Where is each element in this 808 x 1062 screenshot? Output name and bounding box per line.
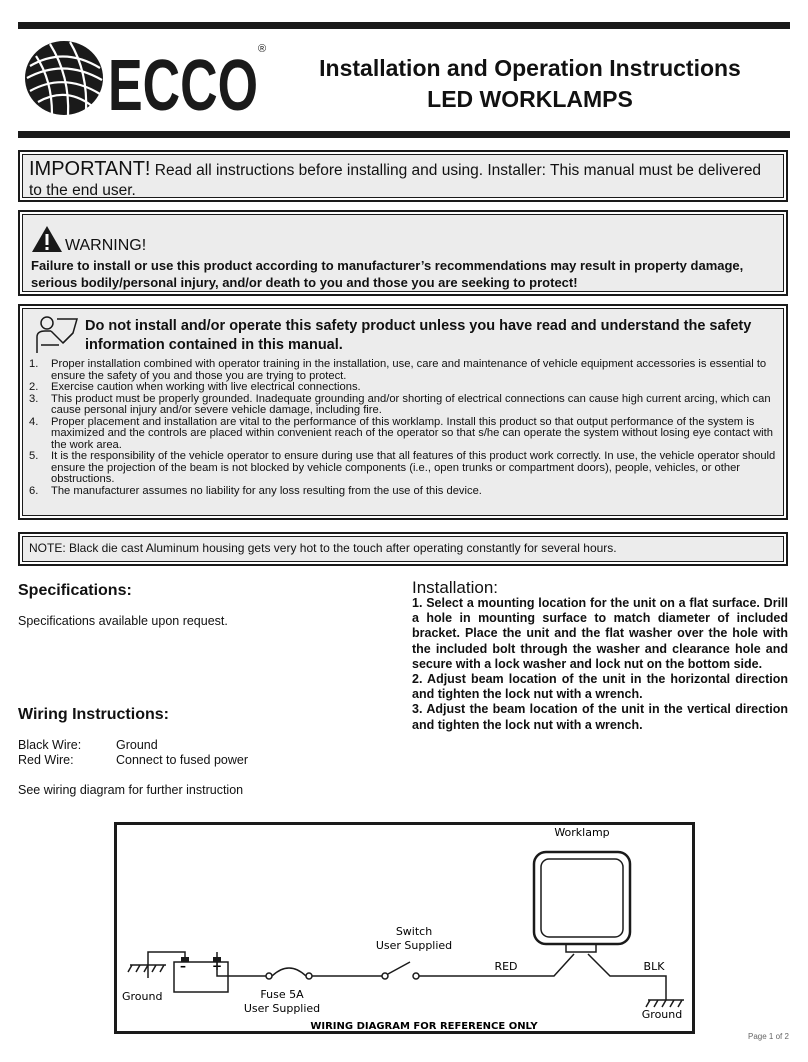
safety-item-text: It is the responsibility of the vehicle operator to ensure during use that all features of this product work correctly. In use, the vehicle operator should ensure the projection of the beam is not blocked by vehicle components (i.e., open trunks or compartment doors), people, vehicles, or other obstructions. (51, 450, 776, 485)
installation-step: 1. Select a mounting location for the unit on a flat surface. Drill a hole in mounting surface to match diameter of included bracket. Place the unit and the flat washer over the hole with the included bolt through the washer and clearance hole and secure with a lock washer and lock nut on the bottom side. (412, 596, 788, 671)
warning-box (18, 210, 788, 296)
switch-label: Switch (395, 925, 433, 938)
read-manual-icon (33, 315, 79, 355)
warning-text: Failure to install or use this product according to manufacturer’s recommendations may result in property damage, serious bodily/personal injury, and/or death to you and those you are seeking to protect! (31, 258, 744, 290)
red-wire-label: RED (494, 960, 518, 973)
note-box (18, 532, 788, 566)
safety-item-text: Exercise caution when working with live electrical connections. (51, 381, 361, 393)
important-box (18, 150, 788, 202)
wiring-value: Ground (116, 738, 158, 752)
safety-list-item (29, 394, 777, 417)
wiring-see-diagram: See wiring diagram for further instruction (18, 783, 244, 797)
header-rule (18, 131, 790, 138)
safety-list-item (29, 451, 777, 486)
blk-wire-label: BLK (643, 960, 665, 973)
ecco-globe-icon (22, 36, 272, 120)
ground-right-label: Ground (641, 1008, 683, 1021)
ecco-logo (22, 36, 272, 120)
wiring-value: Connect to fused power (116, 753, 249, 767)
installation-heading: Installation: (412, 578, 498, 597)
wiring-row-red (18, 753, 248, 768)
switch-sub-label: User Supplied (375, 939, 453, 952)
page-subtitle: LED WORKLAMPS (427, 86, 633, 112)
ground-left-label: Ground (122, 990, 163, 1003)
page-number: Page 1 of 2 (748, 1032, 789, 1041)
important-text: Read all instructions before installing and using. Installer: This manual must be delivered to the end user. (29, 162, 762, 199)
safety-list-item (29, 359, 777, 382)
safety-item-number: 2. (29, 381, 39, 393)
wiring-label: Red Wire: (18, 753, 74, 767)
specifications-text: Specifications available upon request. (18, 614, 228, 628)
installation-step: 3. Adjust the beam location of the unit in the vertical direction and tighten the lock nut with a wrench. (412, 702, 788, 732)
safety-item-text: Proper placement and installation are vital to the performance of this worklamp. Install this product so that output performance of the system is maximized and the controls are placed within convenient reach of the operator so that s/he can operate the system without losing eye contact with the work area. (51, 415, 773, 451)
diagram-caption: WIRING DIAGRAM FOR REFERENCE ONLY (310, 1021, 538, 1032)
brand-wordmark: ECCO (108, 46, 258, 120)
battery-plus: + (212, 959, 223, 973)
top-rule (18, 22, 790, 29)
note-text: NOTE: Black die cast Aluminum housing gets very hot to the touch after operating constantly for several hours. (22, 536, 784, 562)
installation-steps (412, 596, 788, 733)
specifications-heading: Specifications: (18, 582, 132, 599)
wiring-row-black (18, 738, 158, 753)
registered-mark: ® (258, 43, 267, 55)
safety-item-number: 5. (29, 450, 39, 462)
important-lead: IMPORTANT! (29, 158, 151, 180)
safety-item-number: 1. (29, 358, 39, 370)
safety-item-text: Proper installation combined with operator training in the installation, use, care and maintenance of vehicle equipment accessories is essential to ensure the safety of you and those you are trying to protect. (51, 358, 767, 382)
worklamp-label: Worklamp (554, 826, 610, 839)
safety-item-number: 4. (29, 415, 39, 428)
safety-list (29, 359, 777, 497)
warning-title: WARNING! (65, 237, 147, 254)
safety-item-text: This product must be properly grounded. Inadequate grounding and/or shorting of electrical connections can cause high current arcing, which can cause personal injury and/or severe vehicle damage, including fire. (51, 392, 771, 416)
safety-item-number: 3. (29, 392, 39, 405)
safety-box (18, 304, 788, 520)
wiring-diagram (114, 822, 695, 1034)
wiring-label: Black Wire: (18, 738, 82, 752)
safety-item-number: 6. (29, 484, 39, 497)
safety-list-item (29, 486, 777, 498)
fuse-label: Fuse 5A (260, 988, 304, 1001)
installation-step: 2. Adjust beam location of the unit in the horizontal direction and tighten the lock nut with a wrench. (412, 672, 788, 702)
page-title: Installation and Operation Instructions (319, 55, 741, 81)
wiring-heading: Wiring Instructions: (18, 706, 169, 723)
battery-minus: – (180, 959, 186, 973)
safety-item-text: The manufacturer assumes no liability for any loss resulting from the use of this device. (51, 484, 482, 497)
safety-heading: Do not install and/or operate this safety product unless you have read and understand the safety information contained in this manual. (85, 318, 752, 353)
fuse-sub-label: User Supplied (243, 1002, 321, 1015)
warning-triangle-icon (31, 225, 63, 253)
safety-list-item (29, 417, 777, 452)
